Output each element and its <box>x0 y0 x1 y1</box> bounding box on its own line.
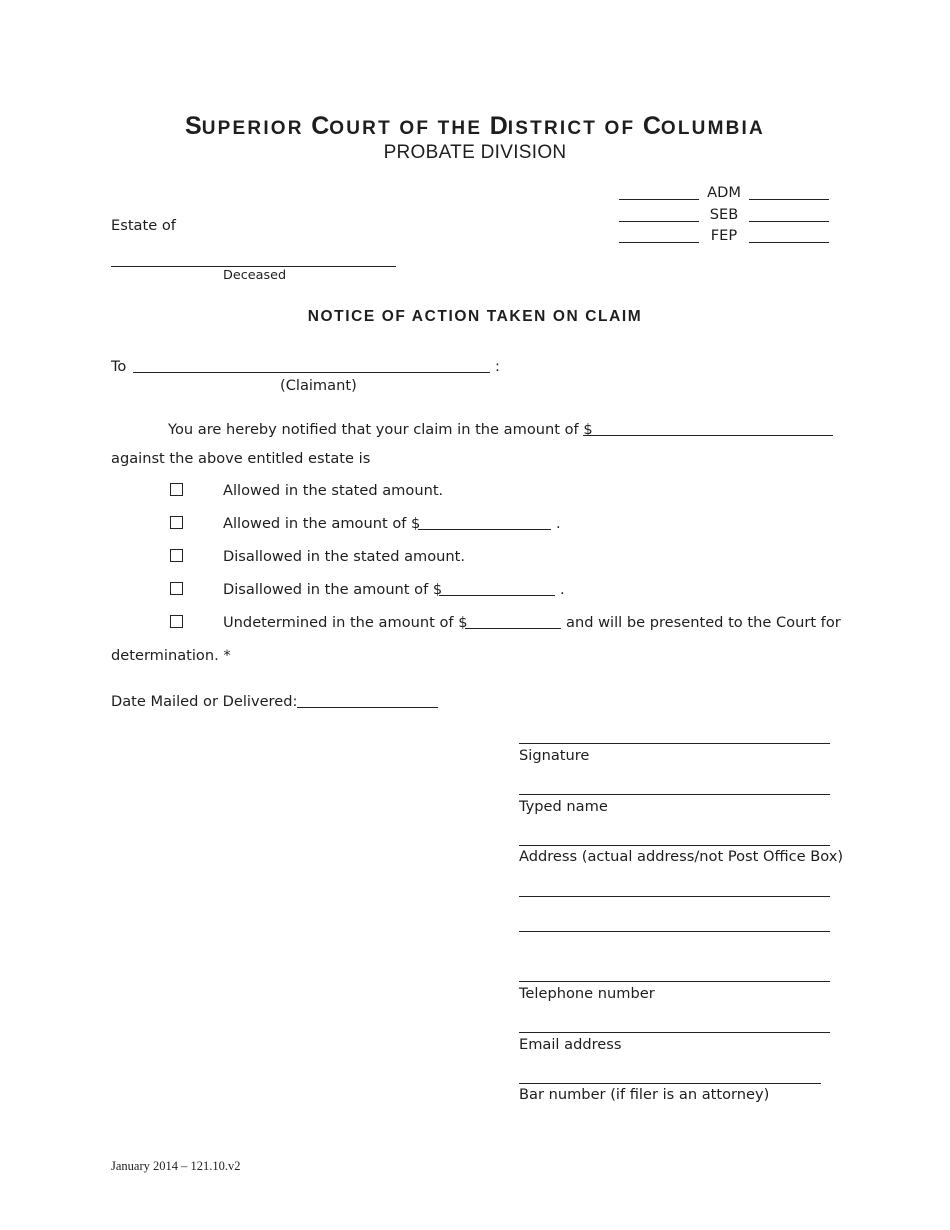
allowed-amount-checkbox[interactable] <box>170 516 183 529</box>
case-code-adm: ADM <box>619 183 831 205</box>
division-title: PROBATE DIVISION <box>383 142 567 163</box>
option-label: Allowed in the amount of $ <box>223 515 421 532</box>
estate-label: Estate of <box>111 217 176 234</box>
allowed-amount-line[interactable] <box>418 529 551 530</box>
signature-label: Signature <box>519 747 590 764</box>
allowed-stated-checkbox[interactable] <box>170 483 183 496</box>
case-codes <box>619 183 831 248</box>
typed-name-line[interactable] <box>519 794 830 795</box>
disallowed-amount-line[interactable] <box>439 595 555 596</box>
telephone-line[interactable] <box>519 981 830 982</box>
court-title: SUPERIOR COURT OF THE DISTRICT OF COLUMBIA <box>185 112 765 140</box>
colon: : <box>495 358 500 375</box>
blank-line[interactable] <box>619 221 699 222</box>
undetermined-checkbox[interactable] <box>170 615 183 628</box>
address-line-3[interactable] <box>519 931 830 932</box>
option-label: Allowed in the stated amount. <box>223 482 444 499</box>
address-label: Address (actual address/not Post Office Box) <box>519 848 844 865</box>
case-code-seb: SEB <box>619 205 831 227</box>
disallowed-stated-checkbox[interactable] <box>170 549 183 562</box>
intro-cont-text: against the above entitled estate is <box>111 450 371 467</box>
date-line[interactable] <box>297 707 438 708</box>
date-label: Date Mailed or Delivered: <box>111 693 298 710</box>
blank-line[interactable] <box>749 199 829 200</box>
claimant-label: (Claimant) <box>280 377 357 394</box>
option-label: Undetermined in the amount of $ <box>223 614 468 631</box>
claimant-name-line[interactable] <box>133 372 490 373</box>
bar-number-label: Bar number (if filer is an attorney) <box>519 1086 770 1103</box>
email-label: Email address <box>519 1036 622 1053</box>
option-label: Disallowed in the stated amount. <box>223 548 466 565</box>
notice-title: NOTICE OF ACTION TAKEN ON CLAIM <box>307 308 643 325</box>
email-line[interactable] <box>519 1032 830 1033</box>
period: . <box>556 515 561 532</box>
address-line[interactable] <box>519 845 830 846</box>
claim-amount-line[interactable] <box>583 435 833 436</box>
blank-line[interactable] <box>749 221 829 222</box>
bar-number-line[interactable] <box>519 1083 821 1084</box>
estate-name-line[interactable] <box>111 266 396 267</box>
typed-name-label: Typed name <box>519 798 608 815</box>
signature-line[interactable] <box>519 743 830 744</box>
option-label: Disallowed in the amount of $ <box>223 581 443 598</box>
blank-line[interactable] <box>619 199 699 200</box>
disallowed-amount-checkbox[interactable] <box>170 582 183 595</box>
telephone-label: Telephone number <box>519 985 655 1002</box>
blank-line[interactable] <box>749 242 829 243</box>
undetermined-amount-line[interactable] <box>465 628 561 629</box>
form-version: January 2014 – 121.10.v2 <box>111 1159 241 1173</box>
case-code-fep: FEP <box>619 226 831 248</box>
period: . <box>560 581 565 598</box>
intro-text: You are hereby notified that your claim in the amount of $ <box>168 421 593 438</box>
deceased-label: Deceased <box>223 268 287 283</box>
address-line-2[interactable] <box>519 896 830 897</box>
to-label: To <box>111 358 127 375</box>
determination-text: determination. * <box>111 647 231 664</box>
option-label-cont: and will be presented to the Court for <box>566 614 841 631</box>
blank-line[interactable] <box>619 242 699 243</box>
